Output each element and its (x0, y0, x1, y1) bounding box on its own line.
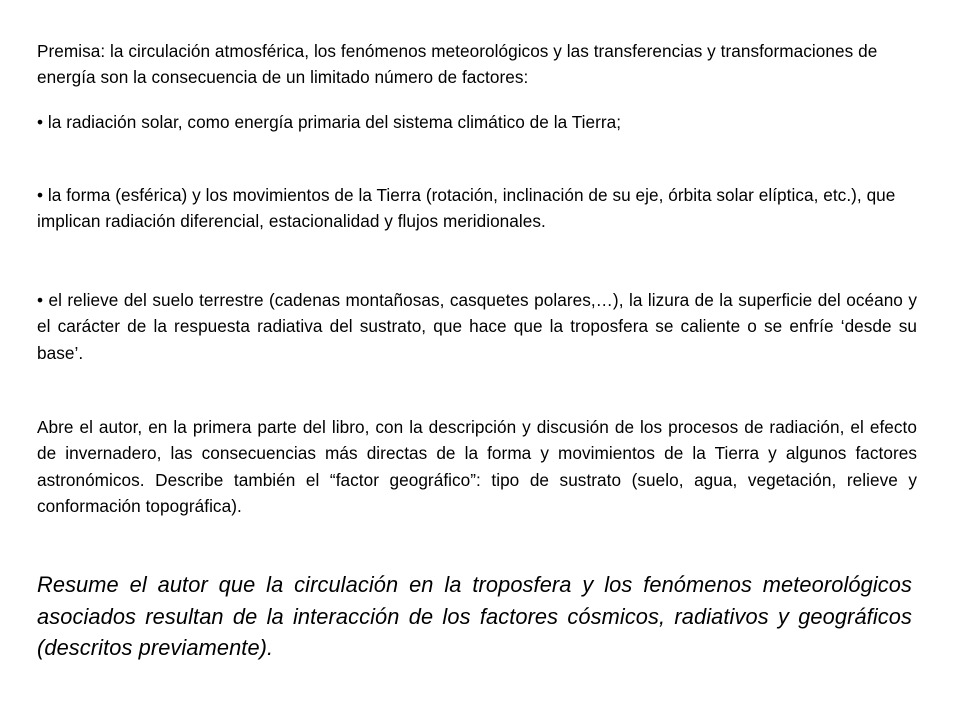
bullet-earth-shape-motion: • la forma (esférica) y los movimientos de la Tierra (rotación, inclinación de su eje, órbita solar elíptica, etc.), que implican radiación diferencial, estacionalidad y flujos meridionales. (37, 185, 896, 232)
summary-paragraph: Resume el autor que la circulación en la troposfera y los fenómenos meteorológicos asociados resultan de la interacción de los factores cósmicos, radiativos y geográficos (descritos previamente). (37, 572, 912, 660)
premise-paragraph: Premisa: la circulación atmosférica, los fenómenos meteorológicos y las transferencias y transformaciones de energía son la consecuencia de un limitado número de factores: (37, 41, 878, 88)
author-paragraph: Abre el autor, en la primera parte del libro, con la descripción y discusión de los procesos de radiación, el efecto de invernadero, las consecuencias más directas de la forma y movimientos de la Tierra y algunos factores astronómicos. Describe también el “factor geográfico”: tipo de sustrato (suelo, agua, vegetación, relieve y conformación topográfica). (37, 417, 917, 517)
bullet-solar-radiation: • la radiación solar, como energía primaria del sistema climático de la Tierra; (37, 112, 622, 132)
bullet-terrain-relief: • el relieve del suelo terrestre (cadenas montañosas, casquetes polares,…), la lizura de la superficie del océano y el carácter de la respuesta radiativa del sustrato, que hace que la troposfera se caliente o se enfríe ‘desde su base’. (37, 290, 917, 363)
